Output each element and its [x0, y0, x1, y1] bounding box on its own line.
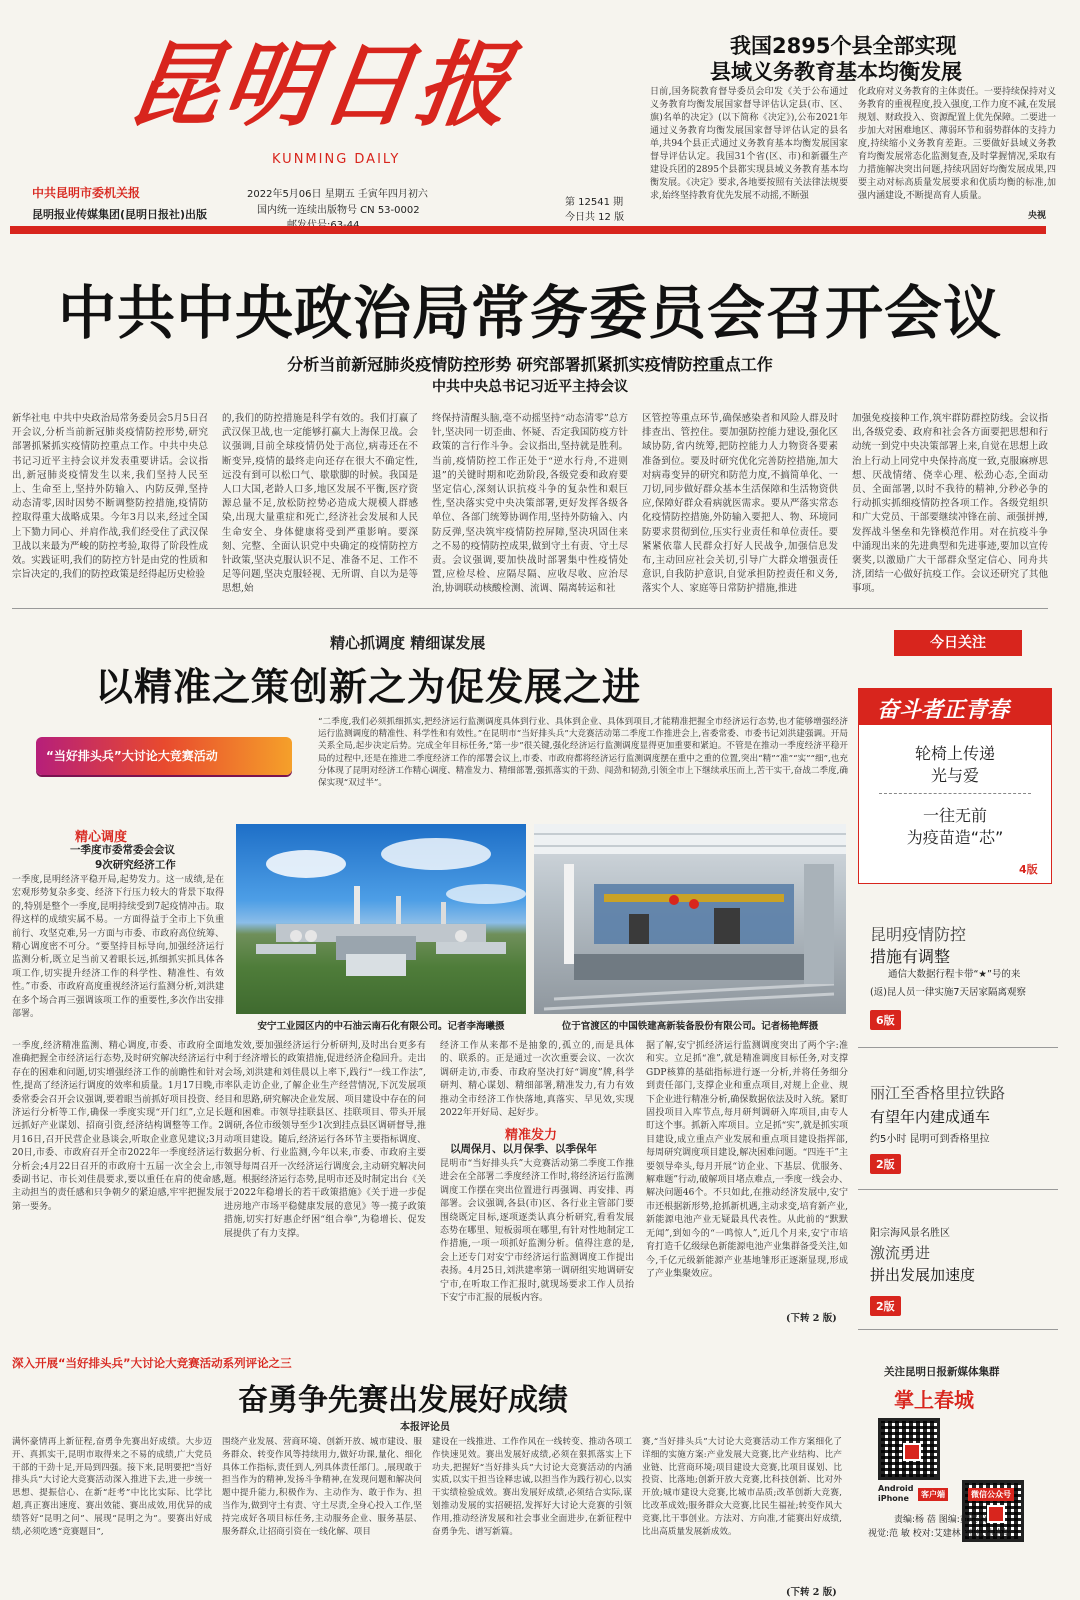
headline-subtitle-2: 中共中央总书记习近平主持会议: [432, 379, 628, 395]
dev-column: 地发效,要加强经济运行分析研判,及时出台更多有利于经济增长的政策措施,促进经济企稳回升。走出会场,刘洪建和刘佳晨以上率下,践行“一线工作法”,率队走访企业,了解企业生产经营情况,下沉发展项目和思路,研究解决企业发展、项目建设中存在的问题和困难。市领导挂联县区、挂联项目、带头开展调研,各位市级领导至少1次到挂点县区调研督导,推动项目建设。随后,经济运行各环节主要指标调度、数据分析、行业监测,今年以来,市委、市政府主要领导每周召开一次经济运行调度会,主动研究解决问题。根据经济运行态势,昆明市还及时制定出台《关于2022年稳增长的若干政策措施》《关于进一步促进房地产市场平稳健康发展的意见》等一揽子政策措施,切实打好惠企纾困“组合拳”,为稳增长、促发展提供了有力支撑。: [224, 1041, 426, 1239]
org-line-1: 中共昆明市委机关报: [32, 186, 141, 200]
section-subtitle: 一季度市委常委会会议: [70, 844, 175, 856]
side-title[interactable]: 丽江至香格里拉铁路: [870, 1084, 1006, 1102]
photo-petrochemical-plant: [236, 824, 526, 1014]
media-logo: 掌上春城: [894, 1388, 974, 1412]
comment-column: 建设在一线推进、工作作风在一线转变、推动各项工作快速见效。赛出发展好成绩,必须在狠抓落实上下功夫,把握好“当好排头兵”大讨论大竞赛活动的内涵实质,以实干担当诠释忠诚,以担当作为践行初心,以实干实绩检验成效。赛出发展好成绩,必须结合实际,谋划推动发展的实招硬招,发挥好大讨论大竞赛的引领作用,推动经济发展和社会事业全面进步,在新征程中奋勇争先、谱写新篇。: [432, 1437, 632, 1537]
today-item-title[interactable]: 为疫苗造“芯”: [906, 828, 1004, 847]
section-subtitle: 以周保月、以月保季、以季保年: [450, 1143, 597, 1155]
side-text: 阳宗海风景名胜区: [870, 1228, 950, 1239]
logo-pinyin: KUNMING DAILY: [272, 152, 401, 167]
top-news-title-1: 我国2895个县全部实现: [730, 34, 957, 58]
dev-title: 以精准之策创新之为促发展之进: [95, 665, 642, 709]
campaign-badge: [36, 737, 292, 775]
dev-intro: “二季度,我们必须抓细抓实,把经济运行监测调度具体到行业、具体到企业、具体到项目,才能精准把握全市经济运行态势,也才能够增强经济运行监测调度的精准性、科学性和有效性。”在昆明市“当好排头兵”大竞赛活动第二季度工作推进会上,省委常委、市委书记刘洪建强调。开局关系全局,起步决定后势。完成全年目标任务,“第一步”很关键,强化经济运行监测调度显得更加重要和紧迫。不管是在推动一季度经济平稳开局的过程中,还是在推进二季度经济工作的部署会议上,市委、市政府都将经济运行监测调度摆在重中之重的位置,突出“精”“准”“实”“细”,也充分体现了昆明对经济工作精心调度、精准发力、精细部署,强抓落实的干劲、闯劲和韧劲,引领全市上下继续承压而上,苦干实干,奋战二季度,确保实现“双过半”。: [318, 717, 848, 789]
editor-credits: 责编:杨 蓓 图编:黄晓松: [894, 1515, 987, 1525]
top-news-title-2: 县域义务教育基本均衡发展: [710, 60, 962, 84]
today-focus-label: 今日关注: [894, 630, 1022, 656]
comment-column: 满怀豪情再上新征程,奋勇争先赛出好成绩。大步迈开、真抓实干,昆明市取得来之不易的成绩,广大党员干部的干劲十足,开局到四强。接下来,昆明要把“当好排头兵”大讨论大竞赛活动深入推进下去,进一步统一思想、提振信心、在新“赶考”中比比实际、比学比超,真正赛出速度、赛出效能、赛出成效,用优异的成绩答好“昆明之问”、展现“昆明之为”。要赛出好成绩,必须吃透“竞赛题目”,: [12, 1437, 212, 1537]
side-text: 通信大数据行程卡带“★”号的来: [888, 969, 1021, 980]
headline-column: 加强免疫接种工作,筑牢群防群控防线。会议指出,各级党委、政府和社会各方面要把思想和行动统一到党中央决策部署上来,自觉在思想上政治上行动上同党中央保持高度一致,克服麻痹思想、厌战情绪、侥幸心理、松劲心态,全面动员、全面部署,以时不我待的精神,分秒必争的行动抓实抓细疫情防控各项工作。各级党组织和广大党员、干部要继续冲锋在前、顽强拼搏,发挥战斗堡垒和先锋模范作用。对在抗疫斗争中涌现出来的先进典型和先进事迹,要加以宣传褒奖,以激励广大干部群众坚定信心、同舟共济,团结一心做好抗疫工作。会议还研究了其他事项。: [852, 413, 1048, 595]
continued-note: (下转 2 版): [786, 1313, 837, 1324]
headline-column: 的,我们的防控措施是科学有效的。我们打赢了武汉保卫战,也一定能够打赢大上海保卫战。会议强调,目前全球疫情仍处于高位,病毒还在不断变异,疫情的最终走向还存在很大不确定性,远没有到可以松口气、歇歇脚的时候。我国是人口大国,老龄人口多,地区发展不平衡,医疗资源总量不足,放松防控势必造成大规模人群感染,出现大量重症和死亡,经济社会发展和人民生命安全、身体健康将受到严重影响。要深刻、完整、全面认识党中央确定的疫情防控方针政策,坚决克服认识不足、准备不足、工作不足等问题,坚决克服轻视、无所谓、自以为是等思想,始: [222, 413, 418, 595]
cn-number: 国内统一连续出版物号 CN 53-0002: [257, 205, 420, 216]
comment-byline: 本报评论员: [400, 1422, 450, 1433]
campaign-badge-label: “当好排头兵”大讨论大竞赛活动: [46, 749, 218, 763]
photo-factory-workshop: [534, 824, 846, 1014]
side-title[interactable]: 有望年内建成通车: [870, 1108, 991, 1126]
side-text: 约5小时 昆明可到香格里拉: [870, 1134, 990, 1145]
qr-label: 客户端: [918, 1488, 948, 1501]
continued-note: (下转 2 版): [786, 1587, 837, 1598]
comment-title: 奋勇争先赛出发展好成绩: [238, 1383, 568, 1418]
top-news-column: 化政府对义务教育的主体责任。一要持续保持对义务教育的重视程度,投入强度,工作力度不减,在发展规划、财政投入、资源配置上优先保障。二要进一步加大对困难地区、薄弱环节和弱势群体的支持力度,持续缩小义务教育差距。三要做好县域义务教育均衡发展常态化监测复查,及时掌握情况,采取有力措施解决突出问题,持续巩固好均衡发展成果,四要主动对标高质量发展要求和优质均衡的标准,加强内涵建设,不断提高育人质量。: [858, 87, 1056, 201]
sidebar: [858, 630, 1058, 1590]
section-subtitle: 9次研究经济工作: [95, 859, 176, 871]
today-item-title[interactable]: 一往无前: [922, 806, 987, 825]
factory-illustration: [534, 824, 846, 1014]
qr-label: Android: [878, 1484, 914, 1493]
dev-kicker: 精心抓调度 精细谋发展: [330, 634, 486, 652]
side-block-covid: [858, 898, 1058, 1048]
headline-column: 终保持清醒头脑,毫不动摇坚持“动态清零”总方针,坚决同一切歪曲、怀疑、否定我国防疫方针政策的言行作斗争。会议指出,坚持就是胜利。当前,疫情防控工作正处于“逆水行舟,不进则退”的关键时期和吃劲阶段,各级党委和政府要坚定信心,深刻认识抗疫斗争的复杂性和艰巨性,坚决落实党中央决策部署,更好发挥各级各单位、各部门统筹协调作用,坚持外防输入、内防反弹,坚决筑牢疫情防控屏障,坚决巩固住来之不易的疫情防控成果,做到守土有责、守土尽责。会议强调,要加快战时部署集中性疫情处置,应检尽检、应隔尽隔、应收尽收、应治尽治,协调联动核酸检测、流调、隔离转运和社: [432, 413, 628, 595]
qr-label: iPhone: [878, 1494, 909, 1503]
headline-subtitle-1: 分析当前新冠肺炎疫情防控形势 研究部署抓紧抓实疫情防控重点工作: [287, 355, 773, 374]
today-focus-box: [858, 688, 1052, 884]
dev-column: 经济工作从来都不是抽象的,孤立的,而是具体的、联系的。正是通过一次次重要会议、一次次调研走访,市委、市政府坚决打好“调度”牌,科学研判、精心谋划、精细部署,精准发力,有力有效推动全市经济工作快落地,真落实、早见效,实现2022年开好局、起好步。: [440, 1041, 634, 1119]
section-title-precise-effort: 精准发力: [505, 1128, 558, 1143]
side-block-yangzonghai: [858, 1198, 1058, 1330]
comment-column: 赛,“当好排头兵”大讨论大竞赛活动工作方案细化了详细的实施方案:产业发展大竞赛,比产业结构、比产业链、比营商环境;项目建设大竞赛,比项目谋划、比投资、比落地;创新开放大竞赛,比科技创新、比对外开放;城市建设大竞赛,比城市品质;改革创新大竞赛,比改革成效;服务群众大竞赛,比民生福祉;转变作风大竞赛,比干事创业。方法对、方向准,才能赛出好成绩,比出高质量发展新成效。: [642, 1437, 842, 1537]
page-ref[interactable]: 4版: [1019, 863, 1038, 876]
dev-body: 一季度,昆明经济平稳开局,起势发力。这一成绩,是在宏观形势复杂多变、经济下行压力较大的背景下取得的,特别是整个一季度,昆明持续受到7起疫情冲击。取得这样的成绩实属不易。一方面得益于全市上下负重前行、攻坚克难,另一方面与市委、市政府高位统筹、精心调度密不可分。“要坚持目标导向,加强经济运行监测分析,既立足当前又着眼长远,抓细抓实抓具体各项工作,切实提升经济工作的科学性、精准性、有效性。”市委、市政府高度重视经济运行监测分析,刘洪建在多个场合再三强调该项工作的重要性,多次作出安排部署。: [12, 875, 224, 1020]
issue-date: 2022年5月06日 星期五 壬寅年四月初六: [247, 189, 428, 200]
dev-column: 据了解,安宁抓经济运行监测调度突出了两个字:准和实。立足抓“准”,就是精准调度目标任务,对支撑GDP核算的基础指标进行逐一分析,并将任务细分到责任部门,支撑企业和重点项目,对规上企业、规下企业进行精准分析,确保数据依法及时入统。紧盯固投项目入库节点,每月研判调研入库项目,由专人盯这个事。抓新入库项目。立足抓“实”,就是抓实项目建设,成立重点产业发展和重点项目建设指挥部,每周研究调度项目建设,解决困难问题。“四连干”主要领导牵头,每月开展“访企业、下基层、优服务、解难题”行动,破解项目堵点难点,一季度一线会办、解决问题46个。不只如此,在推动经济发展中,安宁市还根据新形势,抢抓新机遇,主动求变,培育新产业,新能源电池产业无疑最具代表性。从此前的“默默无闻”,到如今的“一鸣惊人”,近几个月来,安宁市培育打造千亿级绿色新能源电池产业集群备受关注,如今,千亿元级新能源产业基地雏形正逐渐显现,形成了产业集聚效应。: [646, 1041, 848, 1279]
headline-column: 新华社电 中共中央政治局常务委员会5月5日召开会议,分析当前新冠肺炎疫情防控形势,研究部署抓紧抓实疫情防控重点工作。中共中央总书记习近平主持会议并发表重要讲话。会议指出,新冠肺炎疫情发生以来,我们坚持人民至上、生命至上,坚持外防输入、内防反弹,坚持动态清零,因时因势不断调整防控措施,疫情防控取得重大战略成果。今年3月以来,经过全国上下勠力同心、并肩作战,我们经受住了武汉保卫战以来最为严峻的防控考验,取得了阶段性成效。实践证明,我们的防控方针是由党的性质和宗旨决定的,我们的防控政策是经得起历史检验: [12, 413, 208, 581]
page-badge[interactable]: 2版: [870, 1154, 901, 1174]
page-badge[interactable]: 2版: [870, 1296, 901, 1316]
top-news-column: 日前,国务院教育督导委员会印发《关于公布通过义务教育均衡发展国家督导评估认定县(市、区、旗)名单的决定》(以下简称《决定》),公布2021年通过义务教育均衡发展国家督导评估认定的县名单,共94个县正式通过义务教育基本均衡发展国家督导评估认定。我国31个省(区、市)和新疆生产建设兵团的2895个县都实现县域义务教育基本均衡发展。《决定》要求,各地要按照有关法律法规要求,始终坚持教育优先发展不动摇,不断强: [650, 87, 848, 201]
side-title[interactable]: 拼出发展加速度: [870, 1266, 976, 1284]
plant-illustration: [236, 824, 526, 1014]
today-item-title[interactable]: 轮椅上传递: [914, 744, 995, 763]
side-title[interactable]: 措施有调整: [870, 947, 951, 966]
side-text: (返)昆人员一律实施7天居家隔离观察: [870, 987, 1026, 998]
newspaper-logo: 昆明日报: [121, 31, 521, 139]
side-title[interactable]: 昆明疫情防控: [870, 925, 967, 944]
comment-column: 围绕产业发展、营商环境、创新开放、城市建设、服务群众、转变作风等持续用力,做好功课,量化、细化具体工作指标,责任到人,列具体责任部门。,展现敢于担当作为的精神,发扬斗争精神,在发现问题和解决问题中提升能力,积极作为、主动作为、敢于作为、担当作为,做到守土有责、守土尽责,全身心投入工作,坚持完成好各项目标任务,主动服务企业、服务基层、服务群众,让招商引资在一线化解、项目: [222, 1437, 422, 1537]
photo-caption: 位于官渡区的中国铁建高新装备股份有限公司。记者杨艳辉摄: [561, 1021, 819, 1032]
qr-label: 微信公众号: [968, 1488, 1014, 1501]
media-title: 关注昆明日报新媒体集群: [884, 1366, 1000, 1378]
section-title-precise-dispatch: 精心调度: [75, 830, 128, 845]
main-headline: 中共中央政治局常务委员会召开会议: [57, 279, 1002, 347]
qr-code-icon[interactable]: [878, 1418, 940, 1480]
masthead: [10, 8, 1070, 230]
youth-banner-text: 奋斗者正青春: [877, 697, 1010, 723]
comment-kicker: 深入开展“当好排头兵”大讨论大竞赛活动系列评论之三: [12, 1356, 292, 1370]
dev-column: 昆明市“当好排头兵”大竞赛活动第二季度工作推进会在全部署二季度经济工作时,将经济运行监测调度工作摆在突出位置进行再强调、再安排、再部署。会议强调,各县(市)区、各行业主管部门要围绕既定目标,逐项逐类认真分析研究,看看发展态势在哪里、短板弱项在哪里,有针对性地制定工作措施,一项一项抓好监测分析。值得注意的是,会上还专门对安宁市经济运行监测调度工作提出表扬。4月25日,刘洪建率第一调研组实地调研安宁市,在听取工作汇报时,就现场要求工作人员抬下安宁市汇报的展板内容。: [440, 1159, 634, 1304]
issue-number: 第 12541 期: [565, 197, 624, 208]
page-badge[interactable]: 6版: [870, 1010, 901, 1030]
editor-credits: 视觉:范 敏 校对:艾建林 组版:林艳敏: [868, 1529, 1012, 1539]
masthead-rule: [10, 226, 1046, 234]
side-block-media: [858, 1334, 1058, 1539]
divider: [879, 793, 1031, 794]
headline-column: 区管控等重点环节,确保感染者和风险人群及时排查出、管控住。要加强防控能力建设,强化区域协防,省内统筹,把防控能力人力物资各要素准备到位。要及时研究优化完善防控措施,加大对病毒变异的研究和防范力度,不搞简单化、一刀切,同步做好群众基本生活保障和生活物资供应,保障好群众看病就医需求。要从严落实常态化疫情防控措施,外防输入要把人、物、环境同防要求贯彻到位,压实行业责任和单位责任。要紧紧依靠人民群众打好人民战争,加强信息发布,主动回应社会关切,引导广大群众增强责任意识,自我防护意识,自觉承担防控责任和义务,落实个人、家庭等日常防护措施,推进: [642, 413, 838, 595]
page-count: 今日共 12 版: [565, 212, 625, 223]
org-line-2: 昆明报业传媒集团(昆明日报社)出版: [32, 208, 208, 221]
dev-column: 一季度,经济精准监测、精心调度,市委、市政府全面准确把握全市经济运行态势,及时研究解决经济运行中存在的困难和问题,切实增强经济工作的前瞻性和针对性,提高了经济运行调度的效率和质量。1月17日晚,市委常委会召开会议强调,要着眼当前抓好项目投资、经济运行分析等工作,确保一季度实现“开门红”,立足长远抓好产业谋划、招商引资,经济结构调整等工作。2月16日,召开民营企业恳谈会,听取企业意见建议;3月20日,市委、市政府召开全市2022年一季度经济运行分析会;4月22日召开的市政府十五届一次全会上,市委副书记、市长刘佳晨要求,要以重任在肩的使命感,主动担当的责任感和只争朝夕的紧迫感,牢牢把握发展第一要务。: [12, 1041, 224, 1212]
side-title[interactable]: 激流勇进: [870, 1244, 931, 1262]
photo-caption: 安宁工业园区内的中石油云南石化有限公司。记者李海曦摄: [257, 1021, 505, 1032]
divider: [12, 608, 1048, 609]
today-item-title[interactable]: 光与爱: [930, 766, 979, 785]
top-news-source: 央视: [1028, 211, 1047, 221]
youth-banner: [859, 689, 1051, 725]
side-block-railway: [858, 1054, 1058, 1190]
